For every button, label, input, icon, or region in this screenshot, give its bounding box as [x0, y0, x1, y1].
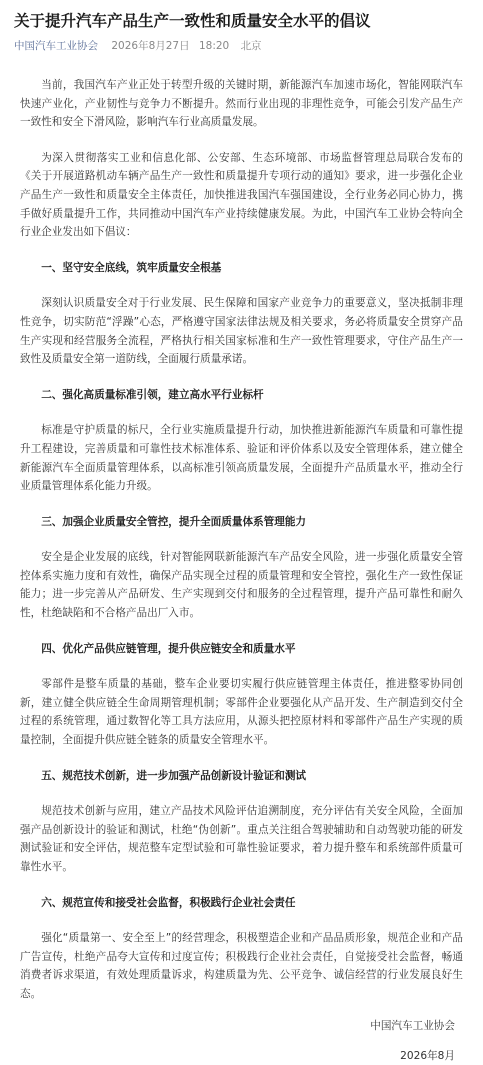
section-paragraph: 零部件是整车质量的基础，整车企业要切实履行供应链管理主体责任，推进整零协同创新，建立健全供应链全生命周期管理机制；零部件企业要强化从产品开发、生产制造到交付全过程的系统管理，通过数智化等工具方法应用，从源头把控原材料和零部件产品生产实现的质量控制，全面提升供应链全链条的质量安全管理水平。	[20, 678, 463, 747]
article-title: 关于提升汽车产品生产一致性和质量安全水平的倡议	[14, 12, 371, 30]
section-heading: 一、坚守安全底线，筑牢质量安全根基	[41, 261, 222, 274]
section-heading: 五、规范技术创新，进一步加强产品创新设计验证和测试	[41, 769, 307, 782]
section-heading: 六、规范宣传和接受社会监督，积极践行企业社会责任	[41, 896, 296, 909]
section-paragraph: 规范技术创新与应用，建立产品技术风险评估追溯制度，充分评估有关安全风险，全面加强产品创新设计的验证和测试，杜绝“伪创新”。重点关注组合驾驶辅助和自动驾驶功能的研发测试验证和安全评估，规范整车定型试验和可靠性验证要求，着力提升整车和系统部件质量可靠性水平。	[20, 805, 463, 873]
section-paragraph: 深刻认识质量安全对于行业发展、民生保障和国家产业竞争力的重要意义，坚决抵制非理性竞争，切实防范“浮躁”心态，严格遵守国家法律法规及相关要求，务必将质量安全贯穿产品生产实现和经营服务全流程，严格执行相关国家标准和生产一致性管理要求，守住产品生产一致性及质量安全第一道防线，全面履行质量承诺。	[20, 297, 463, 366]
article-body	[14, 76, 469, 1065]
section-heading: 三、加强企业质量安全管控，提升全面质量体系管理能力	[41, 515, 307, 528]
publish-date: 2026年8月27日	[111, 40, 190, 52]
intro-paragraph: 为深入贯彻落实工业和信息化部、公安部、生态环境部、市场监督管理总局联合发布的《关于开展道路机动车辆产品生产一致性和质量提升专项行动的通知》要求，进一步强化企业产品生产一致性和质量安全主体责任，加快推进我国汽车强国建设，全行业务必同心协力，携手做好质量提升工作，共同推动中国汽车产业持续健康发展。为此，中国汽车工业协会特向全行业企业发出如下倡议：	[20, 151, 463, 239]
publish-time: 18:20	[198, 40, 230, 52]
section-heading: 二、强化高质量标准引领，建立高水平行业标杆	[41, 388, 264, 401]
source-link[interactable]: 中国汽车工业协会	[14, 40, 98, 52]
section-paragraph: 标准是守护质量的标尺，全行业实施质量提升行动，加快推进新能源汽车质量和可靠性提升工程建设，完善质量和可靠性技术标准体系、验证和评价体系以及安全管理体系，建立健全新能源汽车全面质量管理体系，以高标准引领高质量发展，全面提升产品质量水平，推动全行业质量管理体系化能力升级。	[20, 424, 463, 493]
section-paragraph: 强化“质量第一、安全至上”的经营理念，积极塑造企业和产品品质形象，规范企业和产品广告宣传，杜绝产品夸大宣传和过度宣传；积极践行企业社会责任，自觉接受社会监督，畅通消费者诉求渠道，有效处理质量诉求，构建质量为先、公平竞争、诚信经营的行业发展良好生态。	[20, 932, 463, 1000]
intro-paragraph: 当前，我国汽车产业正处于转型升级的关键时期，新能源汽车加速市场化，智能网联汽车快速产业化，产业韧性与竞争力不断提升。然而行业出现的非理性竞争，可能会引发产品生产一致性和安全下滑风险，影响汽车行业高质量发展。	[20, 79, 463, 129]
article-meta	[14, 38, 469, 54]
section-heading: 四、优化产品供应链管理，提升供应链安全和质量水平	[41, 642, 296, 655]
signature-org: 中国汽车工业协会	[370, 1019, 455, 1032]
section-paragraph: 安全是企业发展的底线，针对智能网联新能源汽车产品安全风险，进一步强化质量安全管控体系实施力度和有效性，确保产品实现全过程的质量管理和安全管控，强化生产一致性保证能力；进一步完善从产品研发、生产实现到交付和服务的全过程管理，提升产品可靠性和耐久性，杜绝缺陷和不合格产品出厂入市。	[20, 551, 463, 620]
signature-date: 2026年8月	[400, 1049, 455, 1062]
publish-location: 北京	[240, 40, 262, 52]
